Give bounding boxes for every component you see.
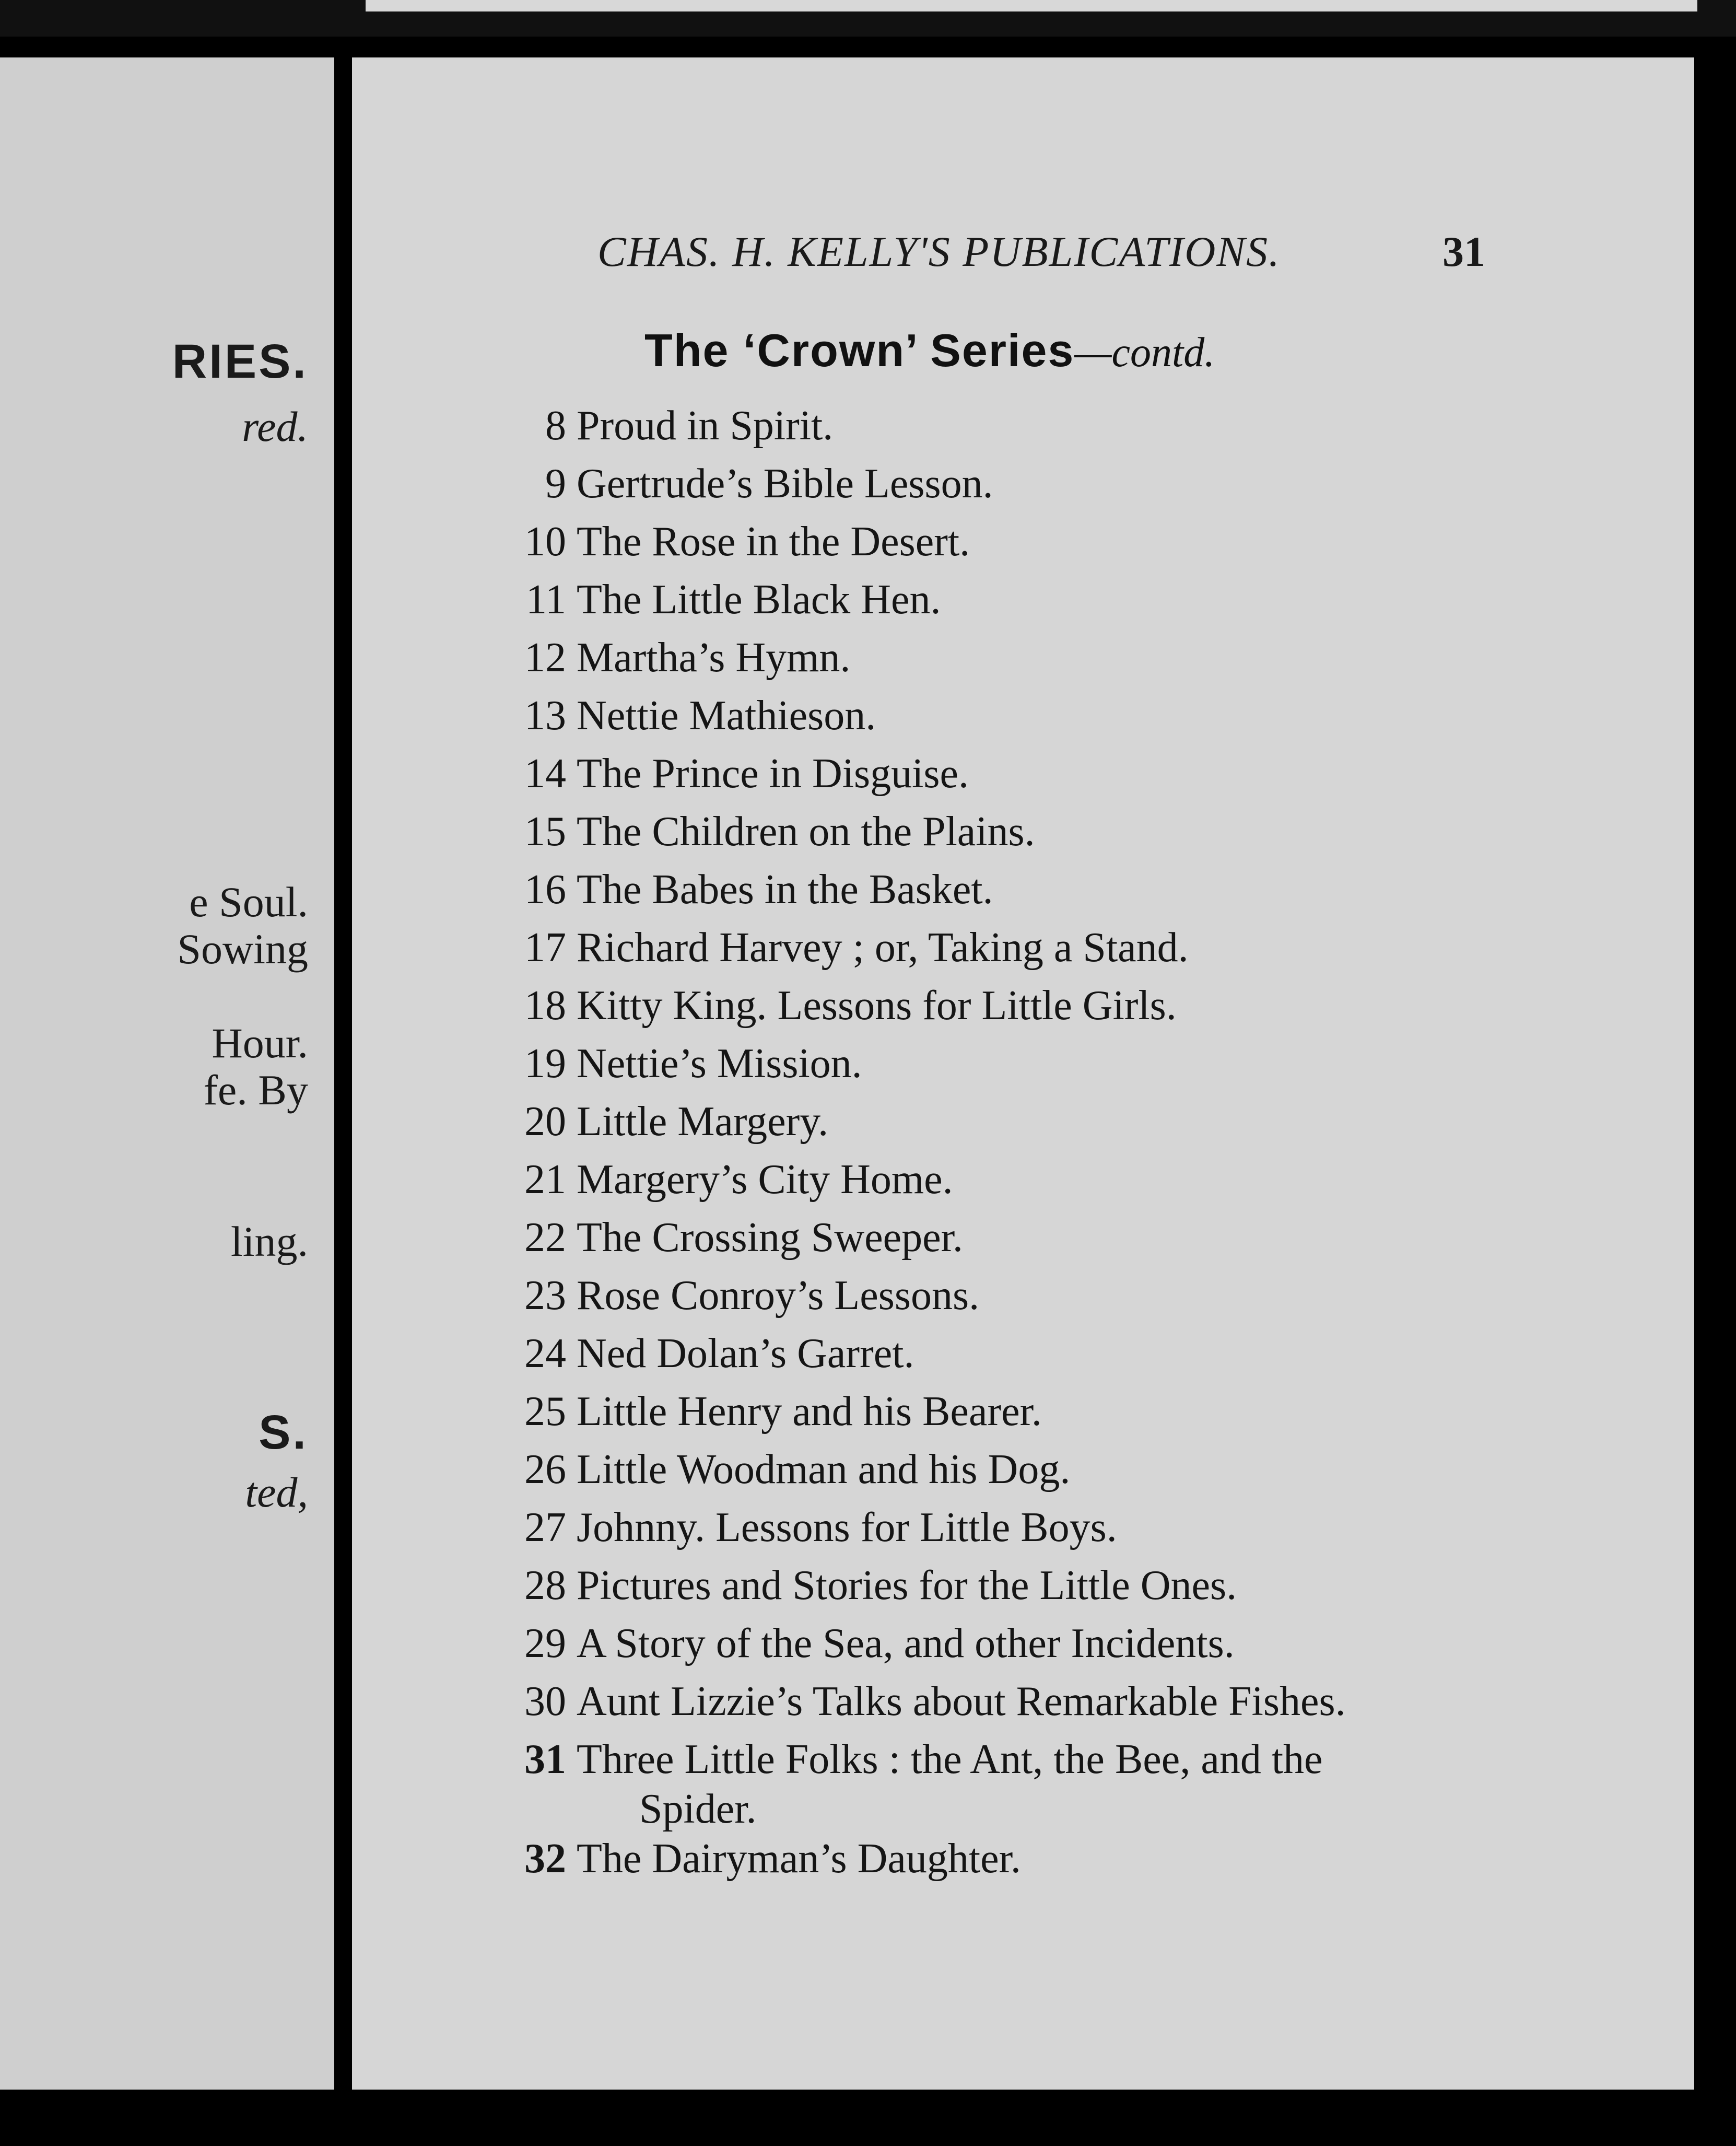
list-item (477, 1446, 1652, 1504)
list-item (477, 1040, 1652, 1098)
left-page (0, 57, 344, 2090)
list-item (477, 1156, 1652, 1214)
item-title: The Dairyman’s Daughter. (577, 1836, 1021, 1882)
left-fragment: Hour. (212, 1019, 308, 1067)
item-title: The Babes in the Basket. (577, 867, 993, 913)
list-item (477, 460, 1652, 518)
item-number: 30 (524, 1678, 566, 1724)
list-item (477, 1388, 1652, 1446)
item-title-continuation: Spider. (639, 1786, 757, 1832)
item-title: Gertrude’s Bible Lesson. (577, 461, 993, 507)
series-title-main: The ‘Crown’ Series (644, 324, 1075, 376)
item-title: Nettie Mathieson. (577, 693, 876, 739)
left-fragment: S. (259, 1406, 308, 1459)
item-number: 29 (524, 1620, 566, 1666)
item-title: Martha’s Hymn. (577, 635, 851, 681)
left-fragment: Sowing (177, 925, 308, 973)
item-title: Ned Dolan’s Garret. (577, 1331, 914, 1377)
list-item (477, 1678, 1652, 1736)
list-item (477, 808, 1652, 866)
item-title: Rose Conroy’s Lessons. (577, 1273, 980, 1319)
item-number: 10 (524, 519, 566, 565)
left-fragment: fe. By (203, 1066, 308, 1114)
list-item (477, 866, 1652, 924)
item-number: 12 (524, 635, 566, 681)
item-title: The Prince in Disguise. (577, 751, 969, 797)
list-item (477, 518, 1652, 576)
item-title: Johnny. Lessons for Little Boys. (577, 1504, 1117, 1550)
list-item (477, 1504, 1652, 1562)
list-item (477, 1620, 1652, 1678)
item-title: Pictures and Stories for the Little Ones. (577, 1562, 1237, 1608)
item-number: 15 (524, 809, 566, 855)
item-title: Proud in Spirit. (577, 403, 834, 449)
list-item (477, 750, 1652, 808)
list-item (477, 1330, 1652, 1388)
list-item (477, 1562, 1652, 1620)
running-head-title: CHAS. H. KELLY'S PUBLICATIONS. (597, 228, 1281, 275)
item-number: 28 (524, 1562, 566, 1608)
series-title-contd: —contd. (1074, 330, 1215, 376)
title-list (477, 402, 1652, 1893)
item-title: Richard Harvey ; or, Taking a Stand. (577, 925, 1189, 971)
item-number: 16 (524, 867, 566, 913)
item-number: 27 (524, 1504, 566, 1550)
item-number: 18 (524, 983, 566, 1029)
item-number: 32 (524, 1836, 566, 1882)
list-item (477, 576, 1652, 634)
item-number: 8 (545, 403, 566, 449)
item-title: Little Henry and his Bearer. (577, 1389, 1042, 1434)
list-item (477, 1098, 1652, 1156)
page-number: 31 (1442, 228, 1485, 275)
left-fragment: ted, (245, 1468, 308, 1516)
item-number: 11 (525, 577, 566, 623)
list-item (477, 1214, 1652, 1272)
item-number: 14 (524, 751, 566, 797)
item-title: The Rose in the Desert. (577, 519, 970, 565)
list-item (477, 1272, 1652, 1330)
item-title: Little Margery. (577, 1099, 829, 1145)
left-fragment: RIES. (172, 335, 308, 388)
list-item (477, 692, 1652, 750)
list-item (477, 982, 1652, 1040)
item-title: The Children on the Plains. (577, 809, 1035, 855)
item-number: 19 (524, 1041, 566, 1087)
item-title: The Crossing Sweeper. (577, 1215, 963, 1261)
item-number: 20 (524, 1099, 566, 1145)
item-title: Margery’s City Home. (577, 1157, 953, 1203)
item-title: Little Woodman and his Dog. (577, 1447, 1071, 1492)
left-fragment: red. (242, 403, 308, 450)
item-number: 23 (524, 1273, 566, 1319)
item-number: 9 (545, 461, 566, 507)
item-number: 13 (524, 693, 566, 739)
list-item (477, 924, 1652, 982)
item-number: 31 (524, 1736, 566, 1782)
item-number: 24 (524, 1331, 566, 1377)
previous-page-edge (366, 0, 1697, 11)
left-fragment: e Soul. (189, 878, 308, 926)
item-title: Kitty King. Lessons for Little Girls. (577, 983, 1177, 1029)
running-head (597, 227, 1485, 276)
item-title: A Story of the Sea, and other Incidents. (577, 1620, 1235, 1666)
right-page (345, 57, 1702, 2090)
item-title: The Little Black Hen. (577, 577, 941, 623)
item-number: 21 (524, 1157, 566, 1203)
item-title: Three Little Folks : the Ant, the Bee, and the (577, 1736, 1323, 1782)
left-fragment: ling. (230, 1218, 308, 1265)
item-title: Nettie’s Mission. (577, 1041, 862, 1087)
item-number: 26 (524, 1447, 566, 1492)
item-number: 25 (524, 1389, 566, 1434)
list-item (477, 634, 1652, 692)
list-item (477, 1835, 1652, 1893)
item-number: 17 (524, 925, 566, 971)
list-item (477, 402, 1652, 460)
list-item (477, 1736, 1652, 1835)
series-title (644, 324, 1215, 377)
item-title: Aunt Lizzie’s Talks about Remarkable Fishes. (577, 1678, 1346, 1724)
item-number: 22 (524, 1215, 566, 1261)
previous-frame-strip (0, 0, 1736, 37)
